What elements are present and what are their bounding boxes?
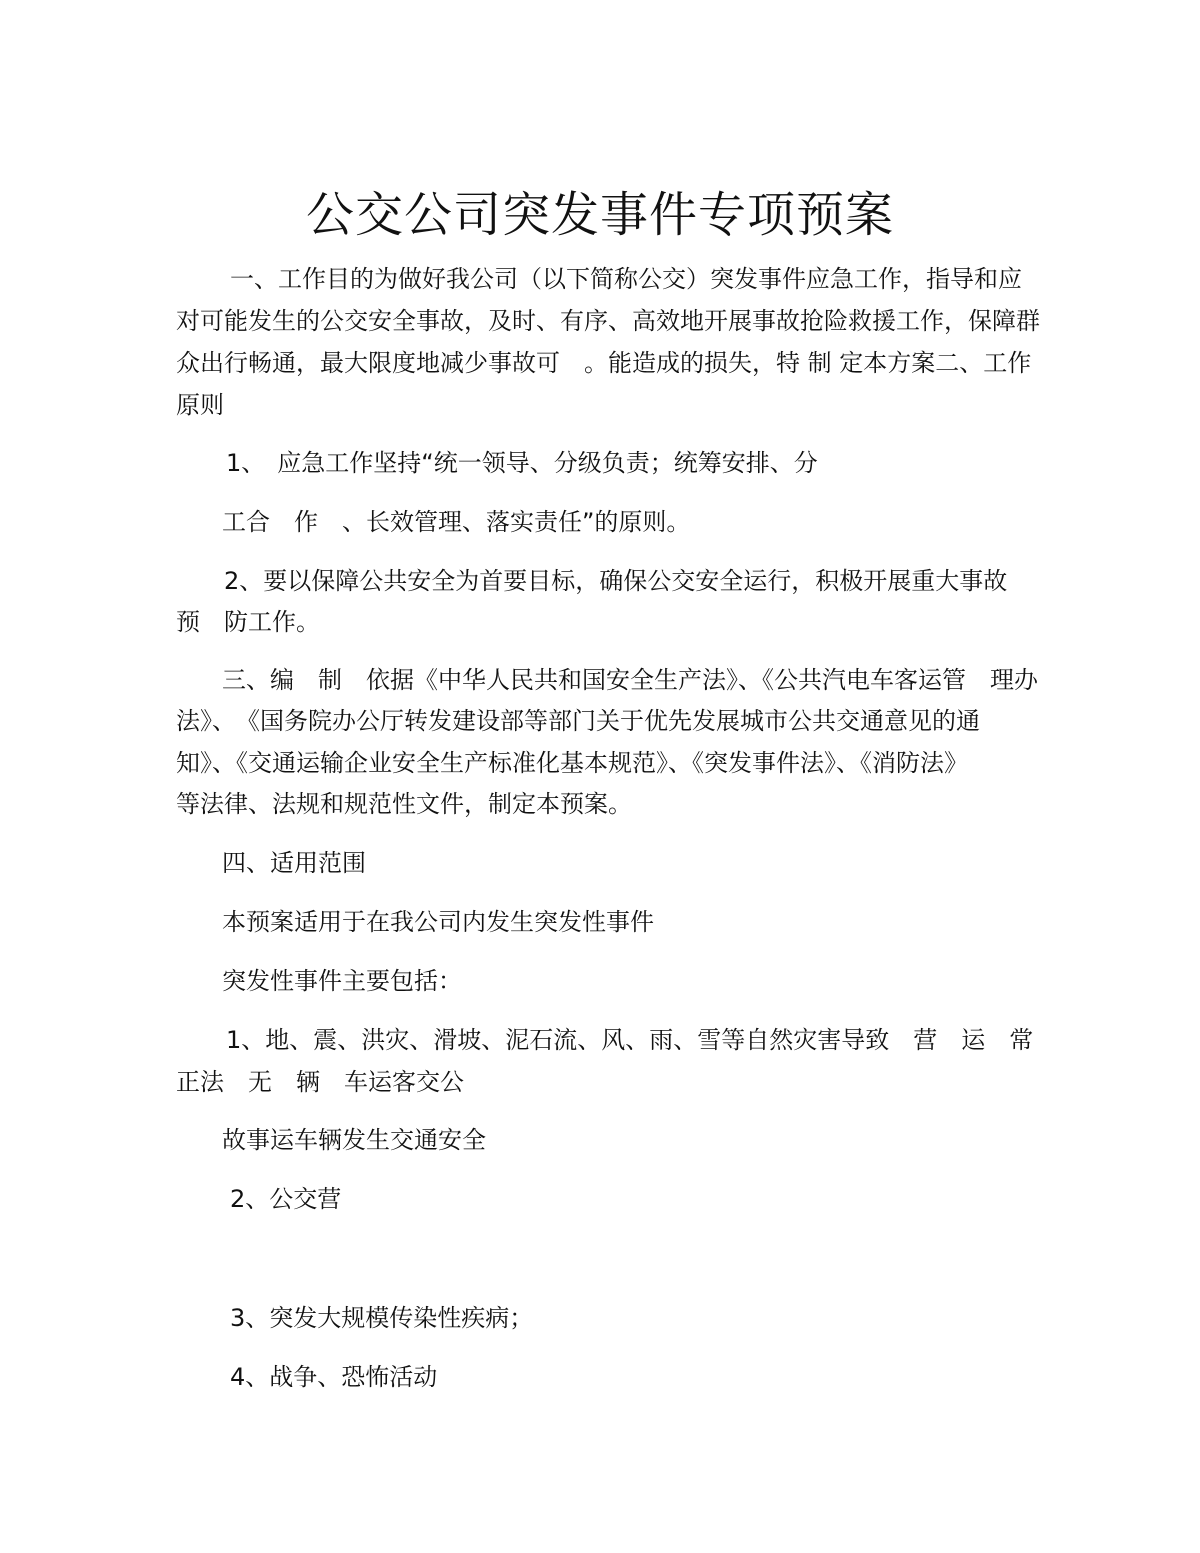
paragraph-line: 突发性事件主要包括： xyxy=(222,967,462,995)
paragraph-line: 4、战争、恐怖活动 xyxy=(230,1363,438,1391)
paragraph-line: 一、工作目的为做好我公司（以下简称公交）突发事件应急工作，指导和应 xyxy=(230,265,1022,293)
paragraph-line: 众出行畅通，最大限度地减少事故可 。能造成的损失，特 制 定本方案二、工作 xyxy=(176,349,1032,377)
paragraph-line: 三、编 制 依据《中华人民共和国安全生产法》、《公共汽电车客运管 理办 xyxy=(222,666,1038,694)
paragraph-line: 等法律、法规和规范性文件，制定本预案。 xyxy=(176,790,632,818)
paragraph-line: 正法 无 辆 车运客交公 xyxy=(176,1068,464,1096)
paragraph-line: 法》、 《国务院办公厅转发建设部等部门关于优先发展城市公共交通意见的通 xyxy=(176,707,980,735)
paragraph-line: 本预案适用于在我公司内发生突发性事件 xyxy=(222,908,654,936)
paragraph-line: 故事运车辆发生交通安全 xyxy=(222,1126,486,1154)
paragraph-line: 原则 xyxy=(176,391,224,419)
paragraph-line: 对可能发生的公交安全事故，及时、有序、高效地开展事故抢险救援工作，保障群 xyxy=(176,307,1040,335)
paragraph-line: 3、突发大规模传染性疾病； xyxy=(230,1304,534,1332)
paragraph-line: 2、要以保障公共安全为首要目标，确保公交安全运行，积极开展重大事故 xyxy=(224,567,1008,595)
document-title: 公交公司突发事件专项预案 xyxy=(305,187,894,243)
paragraph-line: 1、 应急工作坚持“统一领导、分级负责；统筹安排、分 xyxy=(226,449,818,477)
paragraph-line: 知》、《交通运输企业安全生产标准化基本规范》、《突发事件法》、《消防法》 xyxy=(176,749,968,777)
paragraph-line: 1、地、震、洪灾、滑坡、泥石流、风、雨、雪等自然灾害导致 营 运 常 xyxy=(226,1026,1034,1054)
paragraph-line: 工合 作 、长效管理、落实责任”的原则。 xyxy=(222,508,691,536)
paragraph-line: 预 防工作。 xyxy=(176,608,320,636)
section-heading: 四、适用范围 xyxy=(222,849,366,877)
paragraph-line: 2、公交营 xyxy=(230,1185,342,1213)
